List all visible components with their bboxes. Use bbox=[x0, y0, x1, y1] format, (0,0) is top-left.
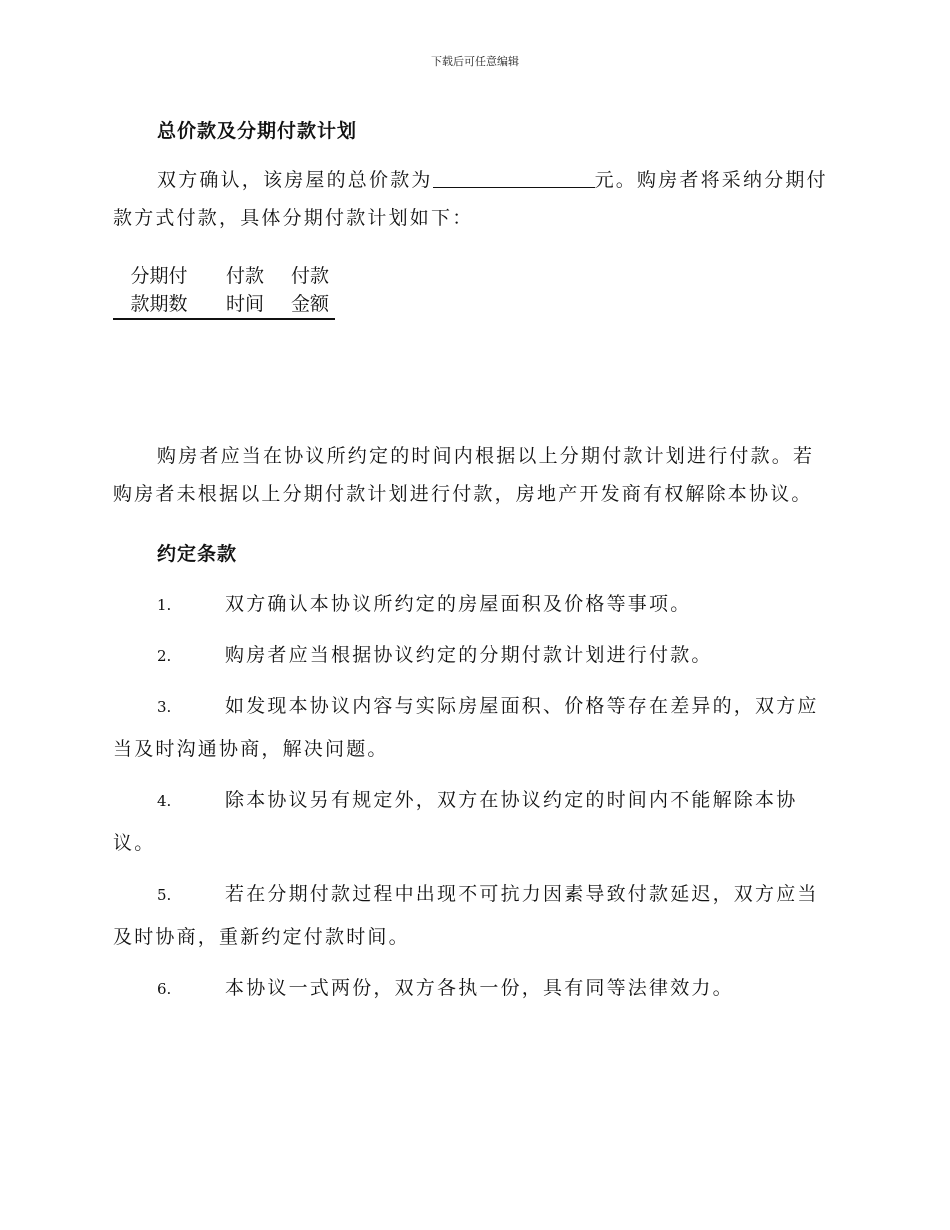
item-number: 4. bbox=[157, 792, 172, 810]
item-number: 1. bbox=[157, 596, 172, 614]
total-price-paragraph bbox=[113, 161, 835, 237]
section-title-agreed-terms: 约定条款 bbox=[157, 543, 238, 565]
installment-schedule-table bbox=[113, 262, 335, 320]
list-item bbox=[113, 779, 835, 864]
header-line: 付款 bbox=[290, 265, 329, 287]
page-header: 下载后可任意编辑 bbox=[431, 55, 519, 68]
item-text: 购房者应当根据协议约定的分期付款计划进行付款。 bbox=[225, 644, 713, 666]
total-price-blank-field bbox=[433, 168, 595, 188]
item-text: 如发现本协议内容与实际房屋面积、价格等存在差异的，双方应当及时沟通协商，解决问题。 bbox=[113, 695, 819, 760]
header-line: 款期数 bbox=[130, 293, 188, 315]
item-number: 5. bbox=[157, 886, 172, 904]
item-number: 2. bbox=[157, 647, 172, 665]
total-price-text-after: 元。购房者将采纳分期付款方式付款，具体分期付款计划如下： bbox=[113, 169, 828, 229]
column-header-payment-amount bbox=[285, 262, 335, 319]
header-line: 分期付 bbox=[130, 265, 188, 287]
column-header-installment-no bbox=[113, 262, 205, 319]
list-item bbox=[113, 634, 835, 677]
item-text: 双方确认本协议所约定的房屋面积及价格等事项。 bbox=[225, 593, 692, 615]
item-text: 本协议一式两份，双方各执一份，具有同等法律效力。 bbox=[225, 977, 734, 999]
section-title-payment-plan: 总价款及分期付款计划 bbox=[157, 120, 358, 142]
header-line: 时间 bbox=[225, 293, 264, 315]
total-price-text-before: 双方确认，该房屋的总价款为 bbox=[157, 169, 433, 191]
item-number: 6. bbox=[157, 980, 172, 998]
list-item bbox=[113, 583, 835, 626]
item-text: 若在分期付款过程中出现不可抗力因素导致付款延迟，双方应当及时协商，重新约定付款时间。 bbox=[113, 883, 819, 948]
list-item bbox=[113, 685, 835, 770]
column-header-payment-time bbox=[205, 262, 285, 319]
payment-obligation-paragraph: 购房者应当在协议所约定的时间内根据以上分期付款计划进行付款。若购房者未根据以上分期付款计划进行付款，房地产开发商有权解除本协议。 bbox=[113, 445, 815, 505]
table-header-row bbox=[113, 262, 335, 319]
item-text: 除本协议另有规定外，双方在协议约定的时间内不能解除本协议。 bbox=[113, 789, 798, 854]
header-line: 付款 bbox=[225, 265, 264, 287]
list-item bbox=[113, 873, 835, 958]
list-item bbox=[113, 967, 835, 1010]
header-line: 金额 bbox=[290, 293, 329, 315]
item-number: 3. bbox=[157, 698, 172, 716]
